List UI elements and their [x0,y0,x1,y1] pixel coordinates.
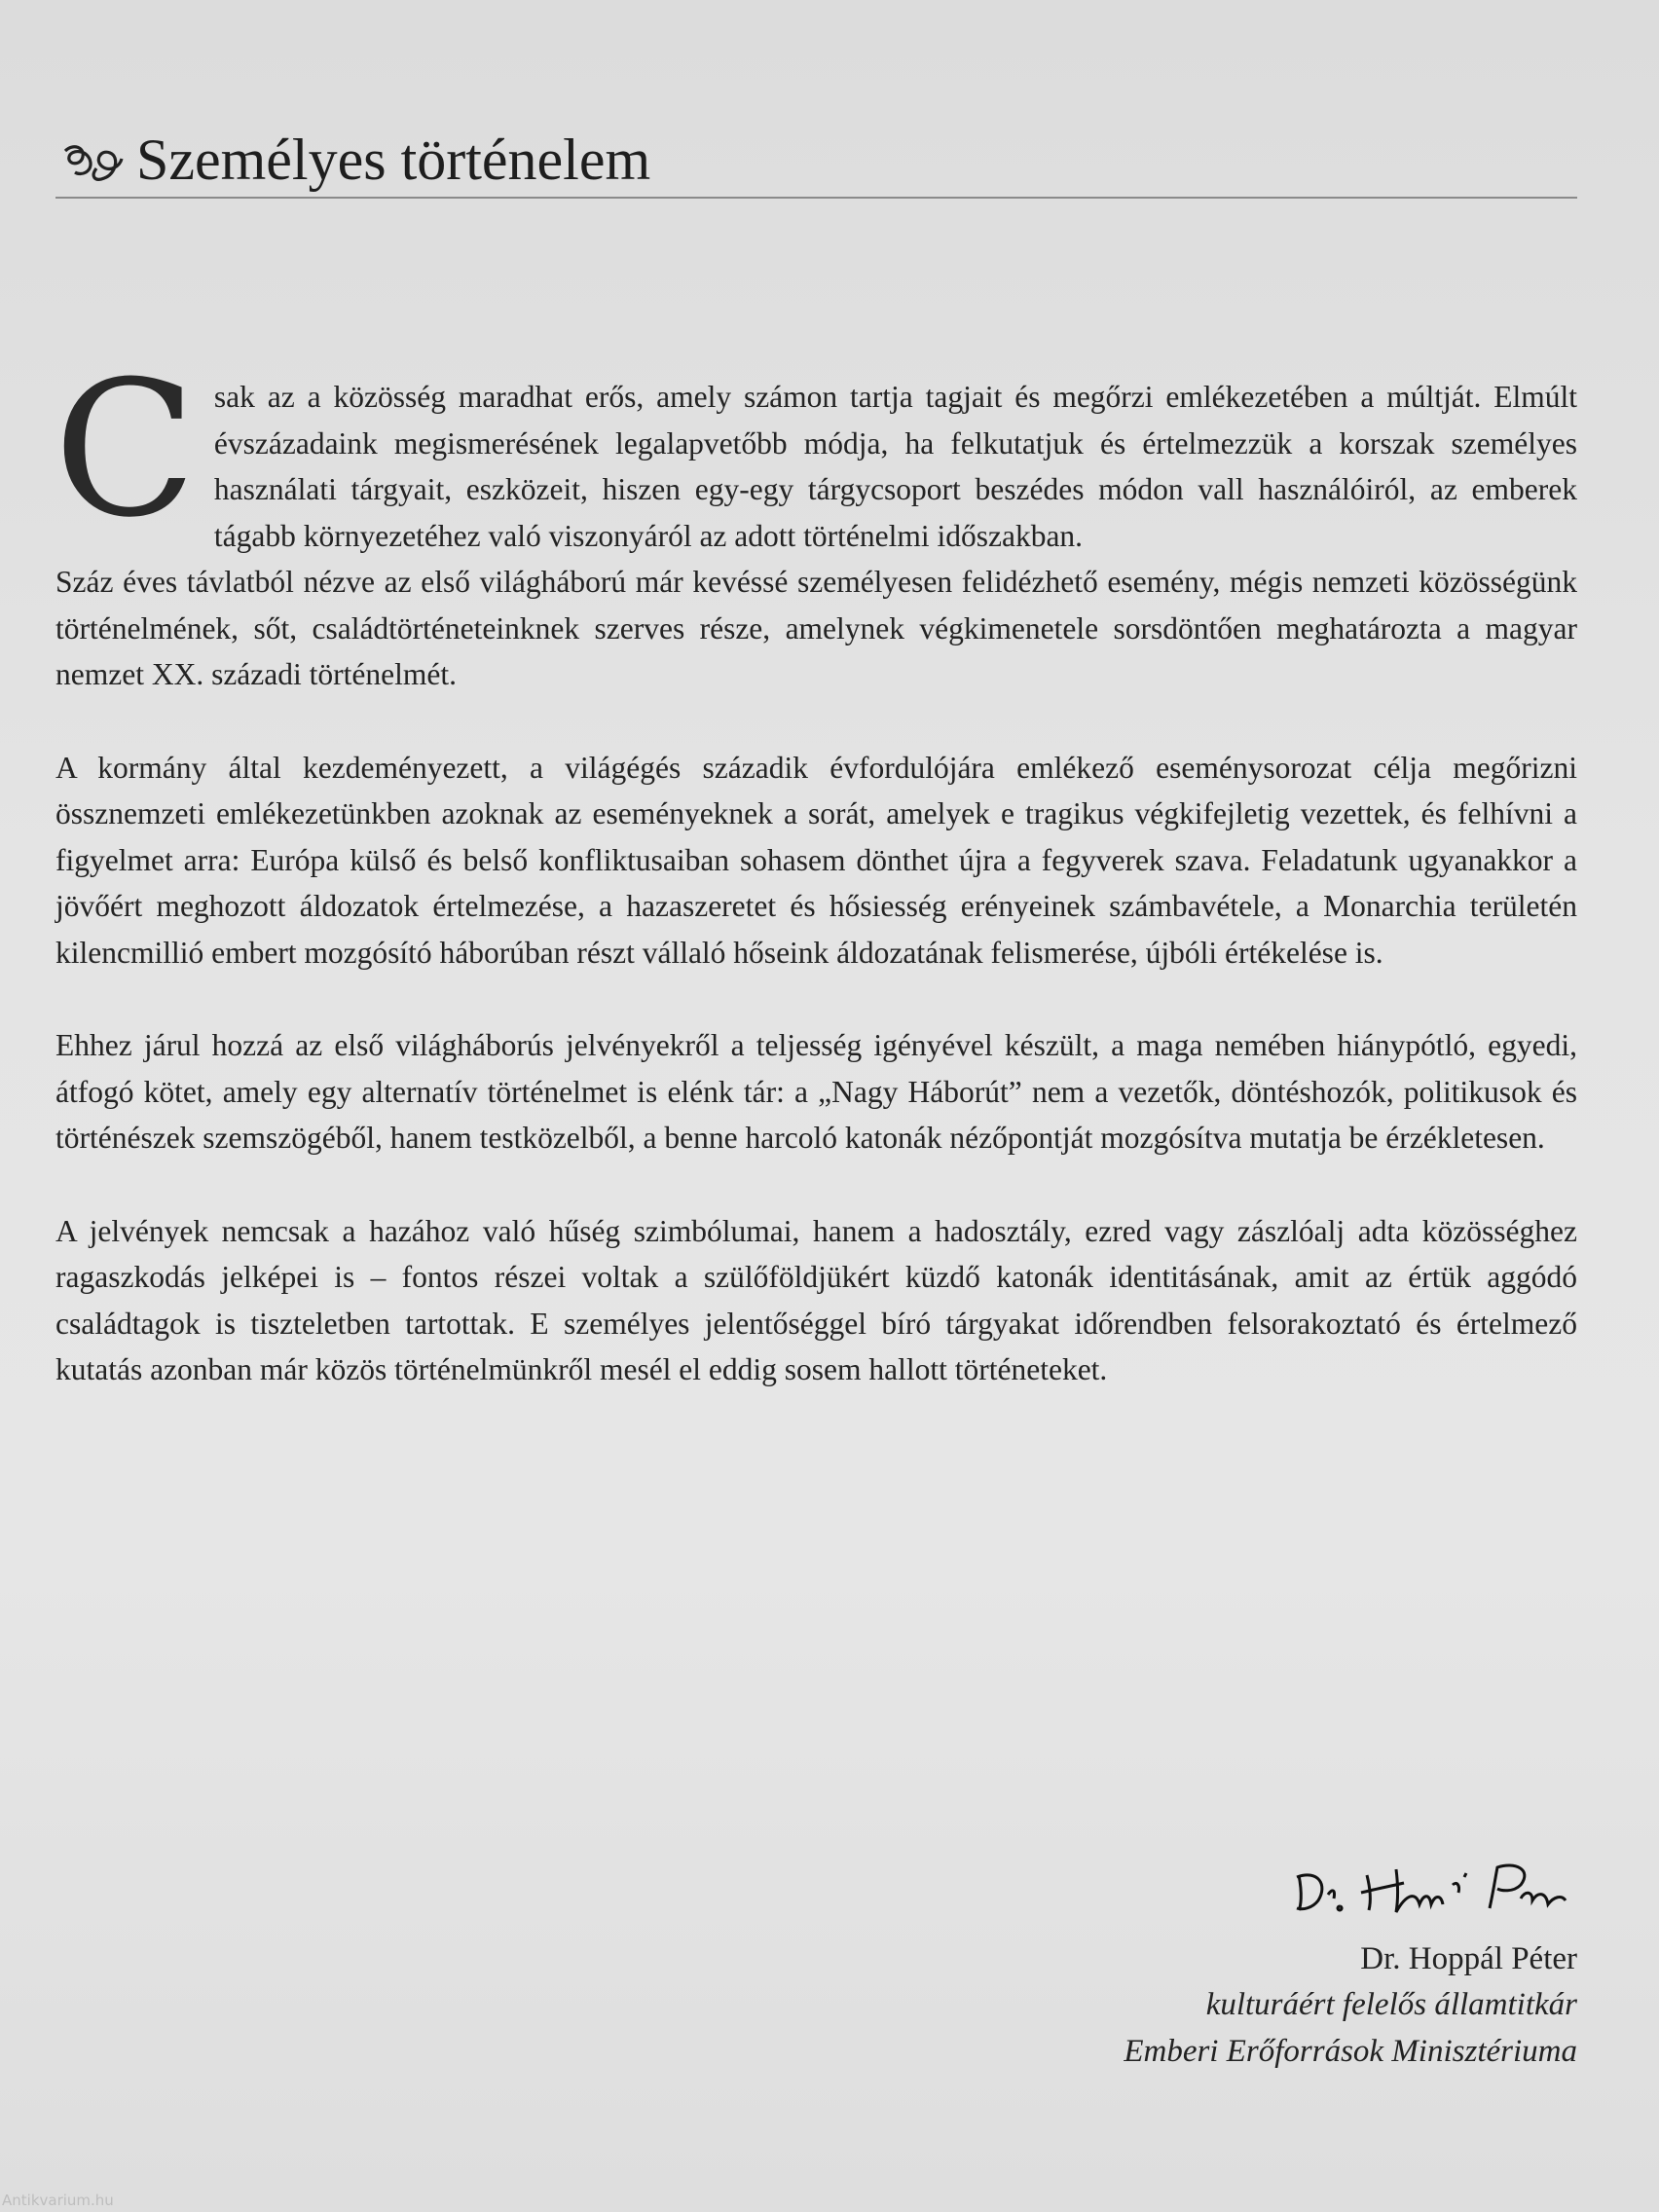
article-body [54,342,1577,1440]
chapter-header [55,123,1577,199]
signatory-role: kulturáért felelős államtitkár [1205,1987,1577,2022]
paragraph-2: Száz éves távlatból nézve az első világháború már kevéssé személyesen felidézhető esemény, mégis nemzeti közösségünk történelmének, sőt, családtörténeteinknek szerves része, amelynek végkimenetele sorsdöntően meghatározta a magyar nemzet XX. századi történelmét. [55,565,1577,691]
paragraph-1-text: sak az a közösség maradhat erős, amely számon tartja tagjait és megőrzi emlékezetében a múltját. Elmúlt évszázadaink megismerésének legalapvetőbb módja, ha felkutatjuk és értelmezzük a korszak személyes használati tárgyait, eszközeit, hiszen egy-egy tárgycsoport beszédes módon vall használóiról, az emberek tágabb környezetéhez való viszonyáról az adott történelmi időszakban. [213,380,1577,553]
paragraph-3: A kormány által kezdeményezett, a világégés századik évfordulójára emlékező eseménysorozat célja megőrizni össznemzeti emlékezetünkben azoknak az eseményeknek a sorát, amelyek e tragikus végkifejletig vezettek, és felhívni a figyelmet arra: Európa külső és belső konfliktusaiban sohasem dönthet újra a fegyverek szava. Feladatunk ugyanakkor a jövőért meghozott áldozatok értelmezése, a hazaszeretet és hősiesség erényeinek számbavétele, a Monarchia területén kilencmillió embert mozgósító háborúban részt vállaló hőseink áldozatának felismerése, újbóli értékelése is. [55,750,1577,970]
paragraph-4: Ehhez járul hozzá az első világháborús jelvényekről a teljesség igényével készült, a maga nemében hiánypótló, egyedi, átfogó kötet, amely egy alternatív történelmet is elénk tár: a „Nagy Háborút” nem a vezetők, döntéshozók, politikusok és történészek szemszögéből, hanem testközelből, a benne harcoló katonák nézőpontját mozgósítva mutatja be érzékletesen. [55,1028,1577,1155]
page-title: Személyes történelem [136,128,651,192]
paragraph-1 [54,342,1577,559]
document-page [55,0,1577,2212]
fleuron-icon [61,140,124,193]
watermark-logo: Antikvarium.hu [2,2192,114,2209]
paragraph-5: A jelvények nemcsak a hazához való hűség szimbólumai, hanem a hadosztály, ezred vagy zászlóalj adta közösséghez ragaszkodás jelképei is – fontos részei voltak a szülőföldjükért küzdő katonák identitásának, amit az értük aggódó családtagok is tiszteletben tartottak. E személyes jelentőséggel bíró tárgyakat időrendben felsorakoztató és értelmező kutatás azonban már közös történelmünkről mesél el eddig sosem hallott történeteket. [55,1213,1577,1386]
drop-cap: C [54,342,197,559]
signatory-organization: Emberi Erőforrások Minisztériuma [1124,2034,1577,2069]
signatory-name: Dr. Hoppál Péter [1360,1941,1577,1976]
handwritten-signature [1289,1856,1571,1924]
